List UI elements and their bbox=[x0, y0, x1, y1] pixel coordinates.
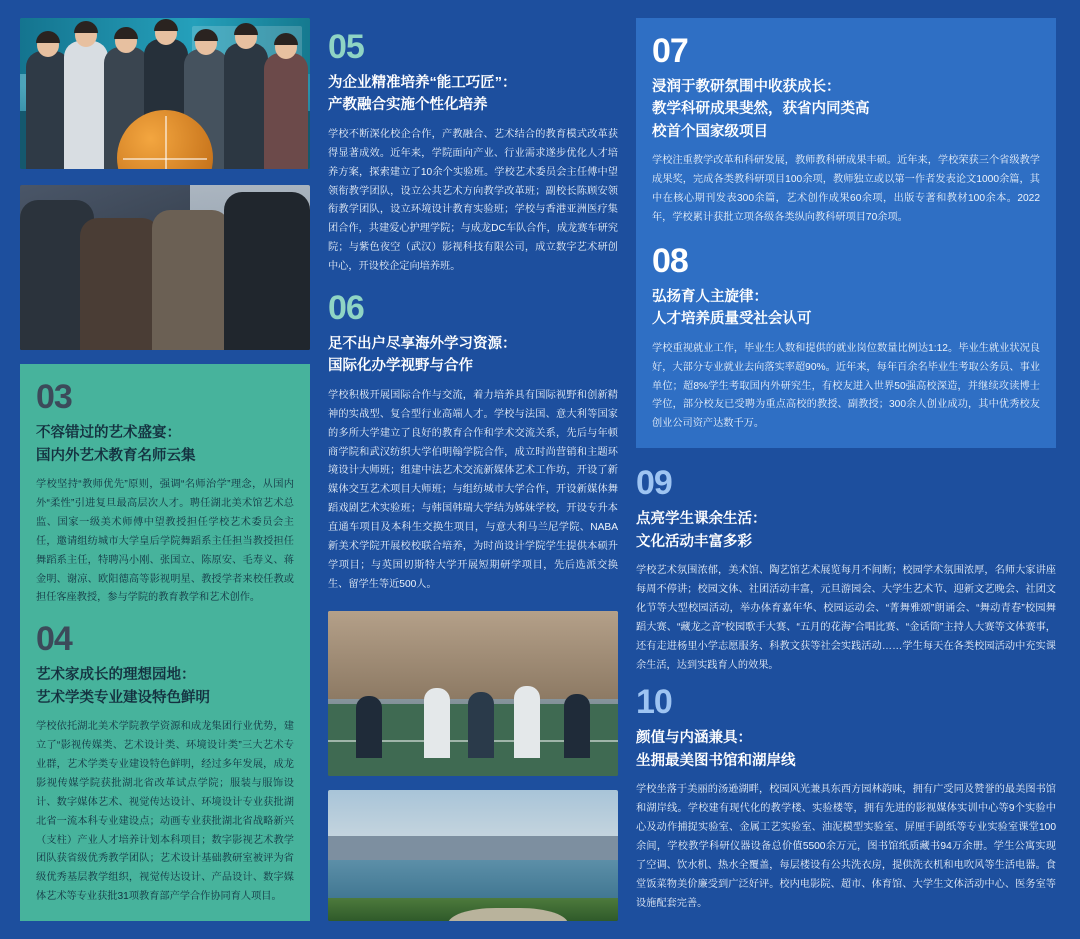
section-title-line1: 颜值与内涵兼具： bbox=[636, 730, 752, 747]
section-title-line2: 人才培养质量受社会认可 bbox=[652, 311, 812, 328]
group-photo-globe bbox=[20, 18, 310, 169]
section-03 bbox=[20, 364, 310, 921]
section-07 bbox=[652, 34, 1040, 228]
section-title-line2: 文化活动丰富多彩 bbox=[636, 533, 752, 550]
section-title-line2: 国内外艺术教育名师云集 bbox=[36, 447, 196, 464]
section-title-line1: 浸润于教研氛围中收获成长： bbox=[652, 79, 841, 95]
section-05 bbox=[328, 18, 618, 277]
section-title-line2: 国际化办学视野与合作 bbox=[328, 358, 473, 375]
section-title-line2: 艺术学类专业建设特色鲜明 bbox=[36, 689, 210, 706]
section-title bbox=[652, 76, 1040, 143]
section-title-line1: 点亮学生课余生活： bbox=[636, 511, 767, 528]
section-title bbox=[36, 422, 294, 467]
column-right bbox=[636, 18, 1056, 921]
section-10 bbox=[636, 675, 1056, 913]
section-title-line2: 坐拥最美图书馆和湖岸线 bbox=[636, 752, 796, 769]
section-title bbox=[636, 727, 1056, 772]
section-number: 07 bbox=[652, 32, 688, 70]
section-09 bbox=[636, 448, 1056, 675]
section-title-line1: 不容错过的艺术盛宴： bbox=[36, 425, 181, 442]
section-08 bbox=[652, 241, 1040, 434]
section-07-08-panel bbox=[636, 18, 1056, 448]
section-body: 学校重视就业工作，毕业生人数和提供的就业岗位数量比例达1:12。毕业生就业状况良好，大部分专业就业去向落实率超90%。近年来，每年百余名毕业生考取公务员、事业单位；超8%学生考取国内外研究生，有校友进入世界50强高校深造，并继续攻读博士学位，部分校友已受聘为重点高校的教授、副教授；300余人创业成功，其中优秀校友创业公司资产达数千万。 bbox=[652, 342, 1040, 430]
section-body: 学校坐落于美丽的汤逊湖畔，校园风光兼具东西方园林韵味，拥有广受同及赞誉的最美图书馆和湖岸线。学校建有现代化的教学楼、实验楼等，拥有先进的影视媒体实训中心等9个实验中心及动作捕捉实验室、金属工艺实验室、油泥模型实验室、屏厘手剧纸等专业实验室课堂100余间，学校教学科研仪器设备总价值5500余万元，图书馆纸质藏书94万余册。学生公寓实现了空调、饮水机、热水全覆盖，每层楼设有公共洗衣房，提供洗衣机和电吹风等生活电器。食堂饭菜物美价廉受到广泛好评。校内电影院、超市、体育馆、大学生文体活动中心、医务室等设施配套完善。 bbox=[636, 784, 1056, 909]
section-body: 学校艺术氛围浓郁，美术馆、陶艺馆艺术展览每月不间断；校园学术氛围浓厚，名师大家讲座每周不停讲；校园文体、社团活动丰富，元旦游园会、大学生艺术节、迎新文艺晚会、社团文化节等大型校园活动，举办体育嘉年华、校园运动会、“菁舞雅颂”朗诵会、“舞动青春”校园舞蹈大赛、“藏龙之音”校园歌手大赛、“五月的花海”合唱比赛、“金话筒”主持人大赛等文体赛事，还有走进杨里小学志愿服务、科教文获等社会实践活动……学生每天在各类校园活动中充实课余生活，达到实践育人的效果。 bbox=[636, 565, 1056, 671]
section-number: 10 bbox=[636, 683, 672, 722]
section-title bbox=[636, 508, 1056, 553]
section-number: 08 bbox=[652, 241, 688, 280]
section-number: 05 bbox=[328, 28, 364, 66]
section-number: 06 bbox=[328, 288, 364, 327]
section-title-line2: 教学科研成果斐然，获省内同类高 bbox=[652, 101, 870, 118]
section-title-line1: 为企业精准培养“能工巧匠”： bbox=[328, 75, 517, 91]
section-body: 学校注重教学改革和科研发展，教师教科研成果丰硕。近年来，学校荣获三个省级教学成果奖，完成各类教科研项目100余项，教师独立或以第一作者发表论文1000余篇，其中在核心期刊发表300余篇，艺术创作成果60余项，出版专著和教材100余本。2022年，学校累计获批立项各级各类纵向教科研项目70余项。 bbox=[652, 155, 1040, 224]
students-computer-photo bbox=[20, 185, 310, 350]
column-left bbox=[20, 18, 310, 921]
section-title-line1: 艺术家成长的理想园地： bbox=[36, 667, 196, 684]
section-body: 学校积极开展国际合作与交流，着力培养具有国际视野和创新精神的实战型、复合型行业高端人才。学校与法国、意大利等国家的多所大学建立了良好的教育合作和学术交流关系，先后与年顿商学院和武汉纺织大学伯明翰学院合作，成立时尚营销和主题环境设计大师班；组建中法艺术交流新媒体艺术工作坊，开设了新媒体交互艺术项目大师班；与组纺城市大学合作，开设新媒体舞蹈戏剧艺术实验班；与韩国韩瑞大学结为姊妹学校，开设专升本直通车项目及本科生交换生项目，与意大利马兰尼学院、NABA新美术学院开展校校联合培养，为时尚设计学院学生提供本硕升学项目；与英国切斯特大学开展短期研学项目，先后选派交换生、留学生等近500人。 bbox=[328, 389, 618, 590]
section-title-line3: 校首个国家级项目 bbox=[652, 123, 768, 140]
columns-layout bbox=[20, 18, 1060, 921]
section-body: 学校不断深化校企合作，产教融合、艺术结合的教育模式改革获得显著成效。近年来，学院面向产业、行业需求遂步优化人才培养方案，探索建立了10余个实验班。学校艺术委员会主任傅中望领衔教学团队，设立公共艺术方向教学改革班；副校长陈顾安领衔教学团队，设立环境设计教育实验班；学校与香港亚洲医疗集团合作，共建爱心护理学院；与成龙DC车队合作，成龙赛车研究院；与紫色夜空（武汉）影视科技有限公司，成立数字艺术研创中心，开设校企定向培养班。 bbox=[328, 128, 618, 273]
section-title bbox=[328, 333, 618, 378]
campus-aerial-lake-photo bbox=[328, 790, 618, 922]
section-title bbox=[328, 72, 618, 117]
section-title-line1: 足不出户尽享海外学习资源： bbox=[328, 335, 517, 352]
section-number: 04 bbox=[36, 620, 72, 659]
section-title bbox=[652, 286, 1040, 331]
section-number: 09 bbox=[636, 464, 672, 503]
section-title-line1: 弘扬育人主旋律： bbox=[652, 288, 768, 305]
section-title-line2: 产教融合实施个性化培养 bbox=[328, 97, 488, 114]
section-06 bbox=[328, 277, 618, 595]
section-number: 03 bbox=[36, 378, 72, 417]
basketball-game-photo bbox=[328, 611, 618, 776]
section-body: 学校依托湖北美术学院教学资源和成龙集团行业优势，建立了“影视传媒类、艺术设计类、环境设计类”三大艺术专业群，艺术学类专业建设特色鲜明，经过多年发展，成龙影视传媒学院获批湖北省改革试点学院；服装与服饰设计、数字媒体艺术、视觉传达设计、环境设计专业获批湖北省一流本科专业建设点；动画专业获批湖北省战略新兴（支柱）产业人才培养计划本科项目；数字影视艺术教学团队获省级优秀教学团队；艺术设计基础教研室被评为省级优秀基层教学组织，视觉传达设计、产品设计、数字媒体艺术等专业获批31项教育部产学合作协同育人项目。 bbox=[36, 721, 294, 903]
section-body: 学校坚持“教师优先”原则，强调“名师治学”理念，从国内外“柔性”引进复旦最高层次人才。聘任湖北美术馆艺术总监、国家一级美术师傅中望教授担任学校艺术委员会主任，邀请组纺城市大学皇后学院舞蹈系主任担当教授担任舞蹈系主任，特聘冯小刚、张国立、陈原安、毛寿义、蒋金明、谢凉、欧阳德高等影视明星、教授学者来校任教或担任客座教授，参与学院的教育教学和艺术创作。 bbox=[36, 479, 294, 604]
column-middle bbox=[328, 18, 618, 921]
section-title bbox=[36, 664, 294, 709]
